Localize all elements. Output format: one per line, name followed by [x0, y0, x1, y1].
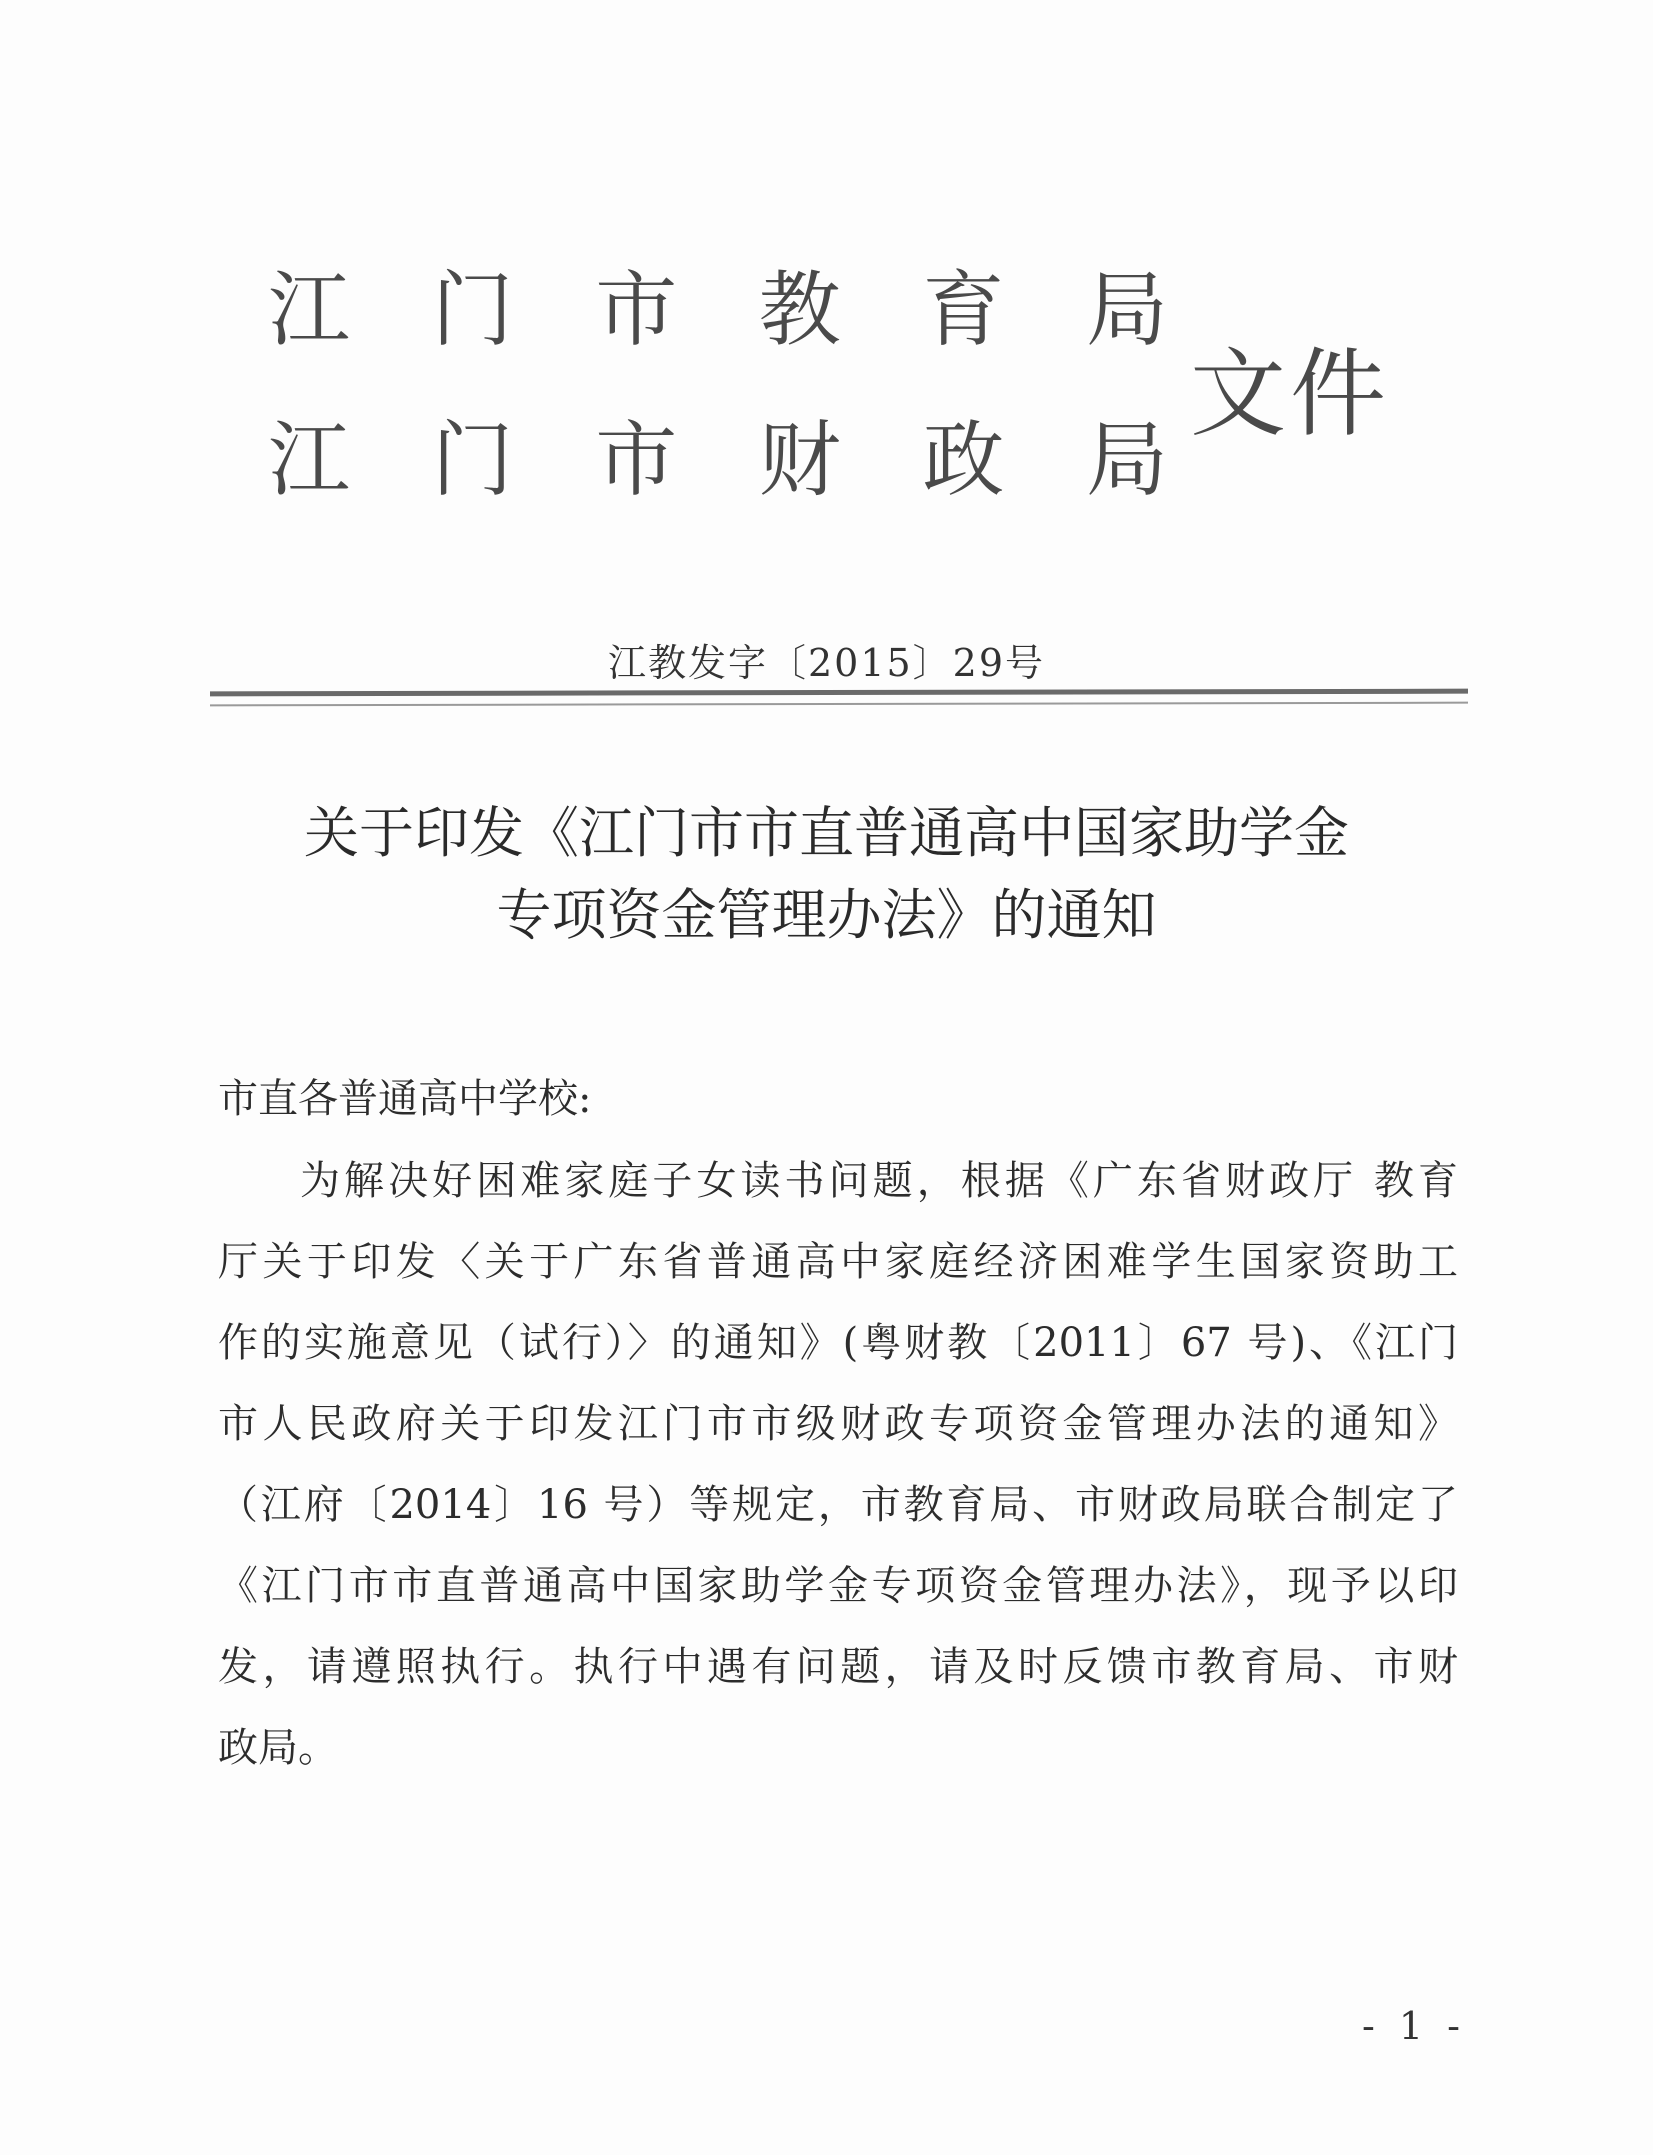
issuer-char: 政: [922, 412, 1005, 508]
issuer-char: 江: [268, 412, 351, 508]
body-line: 市人民政府关于印发江门市市级财政专项资金管理办法的通知》: [218, 1401, 1458, 1447]
issuer-char: 局: [1085, 412, 1168, 508]
issuer-char: 局: [1085, 262, 1168, 358]
header-rule-thin: [210, 702, 1468, 707]
document-type-label: 文件: [1190, 338, 1390, 450]
issuer-char: 教: [758, 262, 841, 358]
document-title-line-1: 关于印发《江门市市直普通高中国家助学金: [303, 801, 1349, 865]
body-line: 厅关于印发〈关于广东省普通高中家庭经济困难学生国家资助工: [218, 1239, 1458, 1285]
body-line: 为解决好困难家庭子女读书问题，根据《广东省财政厅 教育: [300, 1158, 1458, 1204]
body-line: （江府〔2014〕16 号）等规定，市教育局、市财政局联合制定了: [218, 1482, 1458, 1528]
salutation: 市直各普通高中学校:: [218, 1076, 592, 1122]
issuer-finance-bureau: [268, 398, 1168, 508]
body-line: 《江门市市直普通高中国家助学金专项资金管理办法》，现予以印: [218, 1563, 1458, 1609]
body-line: 政局。: [218, 1725, 338, 1771]
body-line: 发，请遵照执行。执行中遇有问题，请及时反馈市教育局、市财: [218, 1644, 1458, 1690]
issuer-char: 门: [431, 412, 514, 508]
issuer-char: 门: [431, 262, 514, 358]
header-rule: [210, 689, 1468, 697]
issuer-education-bureau: [268, 248, 1168, 358]
issuer-char: 市: [595, 412, 678, 508]
body-line: 作的实施意见（试行）〉的通知》(粤财教〔2011〕67 号)、《江门: [218, 1320, 1458, 1366]
issuer-char: 育: [922, 262, 1005, 358]
document-number: 江教发字〔2015〕29号: [607, 641, 1046, 685]
issuer-char: 市: [595, 262, 678, 358]
issuer-char: 财: [758, 412, 841, 508]
document-title-line-2: 专项资金管理办法》的通知: [496, 883, 1157, 947]
page-number: - 1 -: [1362, 2004, 1467, 2048]
issuer-char: 江: [268, 262, 351, 358]
